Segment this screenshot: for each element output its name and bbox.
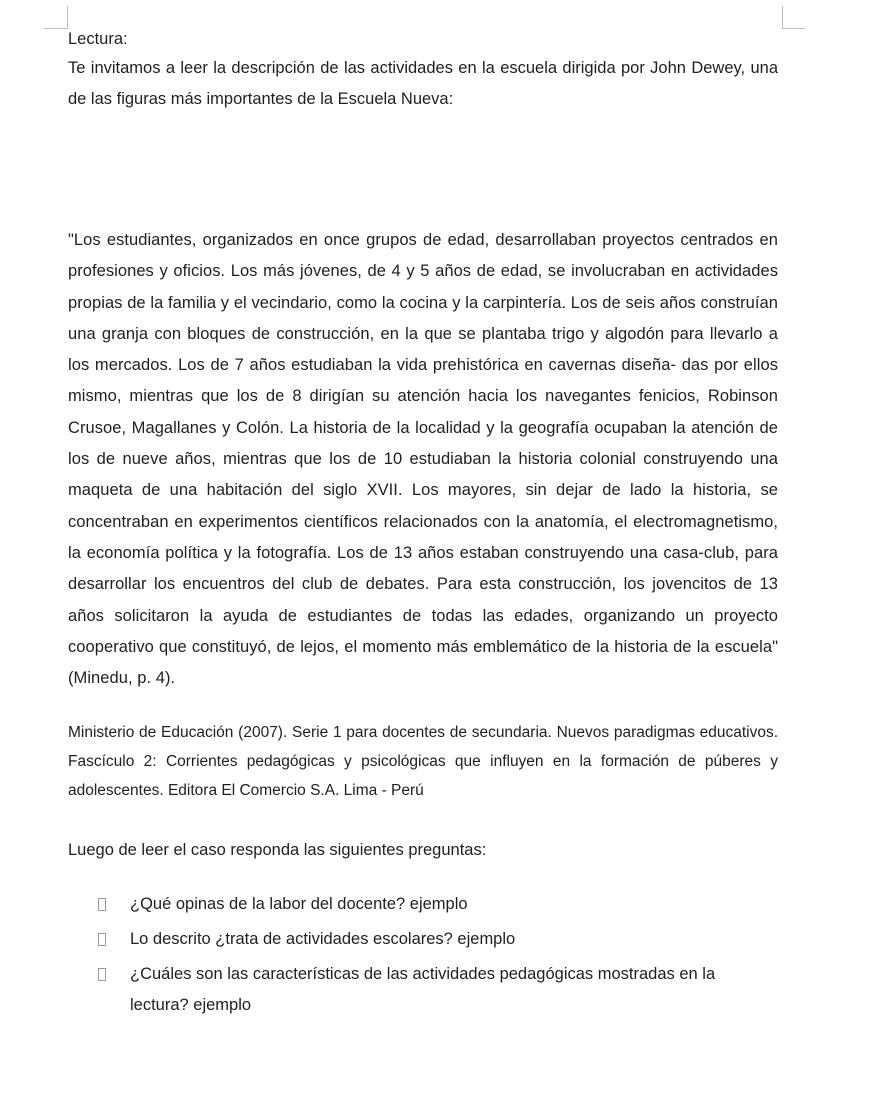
document-body [68, 28, 778, 1025]
reference-citation: Ministerio de Educación (2007). Serie 1 para docentes de secundaria. Nuevos paradigmas educativos. Fascículo 2: Corrientes pedagógicas y psicológicas que influyen en la formación de púberes y adolescentes. Editora El Comercio S.A. Lima - Perú [68, 724, 778, 800]
question-item [68, 924, 778, 955]
question-text: ¿Qué opinas de la labor del docente? ejemplo [130, 895, 468, 914]
instruction-text: Luego de leer el caso responda las siguientes preguntas: [68, 841, 487, 860]
bullet-box-icon [98, 898, 106, 911]
question-item [68, 959, 778, 1021]
intro-paragraph: Te invitamos a leer la descripción de las actividades en la escuela dirigida por John Dewey, una de las figuras más importantes de la Escuela Nueva: [68, 59, 778, 108]
page-corner-mark-left [44, 6, 68, 29]
question-item [68, 889, 778, 920]
page-corner-mark-right [782, 6, 805, 29]
bullet-box-icon [98, 968, 106, 981]
question-text: Lo descrito ¿trata de actividades escolares? ejemplo [130, 930, 516, 949]
reading-heading: Lectura: [68, 30, 128, 48]
bullet-box-icon [98, 933, 106, 946]
quote-paragraph: "Los estudiantes, organizados en once grupos de edad, desarrollaban proyectos centrados en profesiones y oficios. Los más jóvenes, de 4 y 5 años de edad, se involucraban en actividades propias de la familia y el vecindario, como la cocina y la carpintería. Los de seis años construían una granja con bloques de construcción, en la que se plantaba trigo y algodón para llevarlo a los mercados. Los de 7 años estudiaban la vida prehistórica en cavernas diseña- das por ellos mismo, mientras que los de 8 dirigían su atención hacia los navegantes fenicios, Robinson Crusoe, Magallanes y Colón. La historia de la localidad y la geografía ocupaban la atención de los de nueve años, mientras que los de 10 estudiaban la historia colonial construyendo una maqueta de una habitación del siglo XVII. Los mayores, sin dejar de lado la historia, se concentraban en experimentos científicos relacionados con la anatomía, el electromagnetismo, la economía política y la fotografía. Los de 13 años estaban construyendo una casa-club, para desarrollar los encuentros del club de debates. Para esta construcción, los jovencitos de 13 años solicitaron la ayuda de estudiantes de todas las edades, organizando un proyecto cooperativo que constituyó, de lejos, el momento más emblemático de la historia de la escuela" (Minedu, p. 4). [68, 231, 778, 688]
question-list [68, 889, 778, 1021]
question-text: ¿Cuáles son las características de las actividades pedagógicas mostradas en la lectura? ejemplo [130, 965, 716, 1015]
